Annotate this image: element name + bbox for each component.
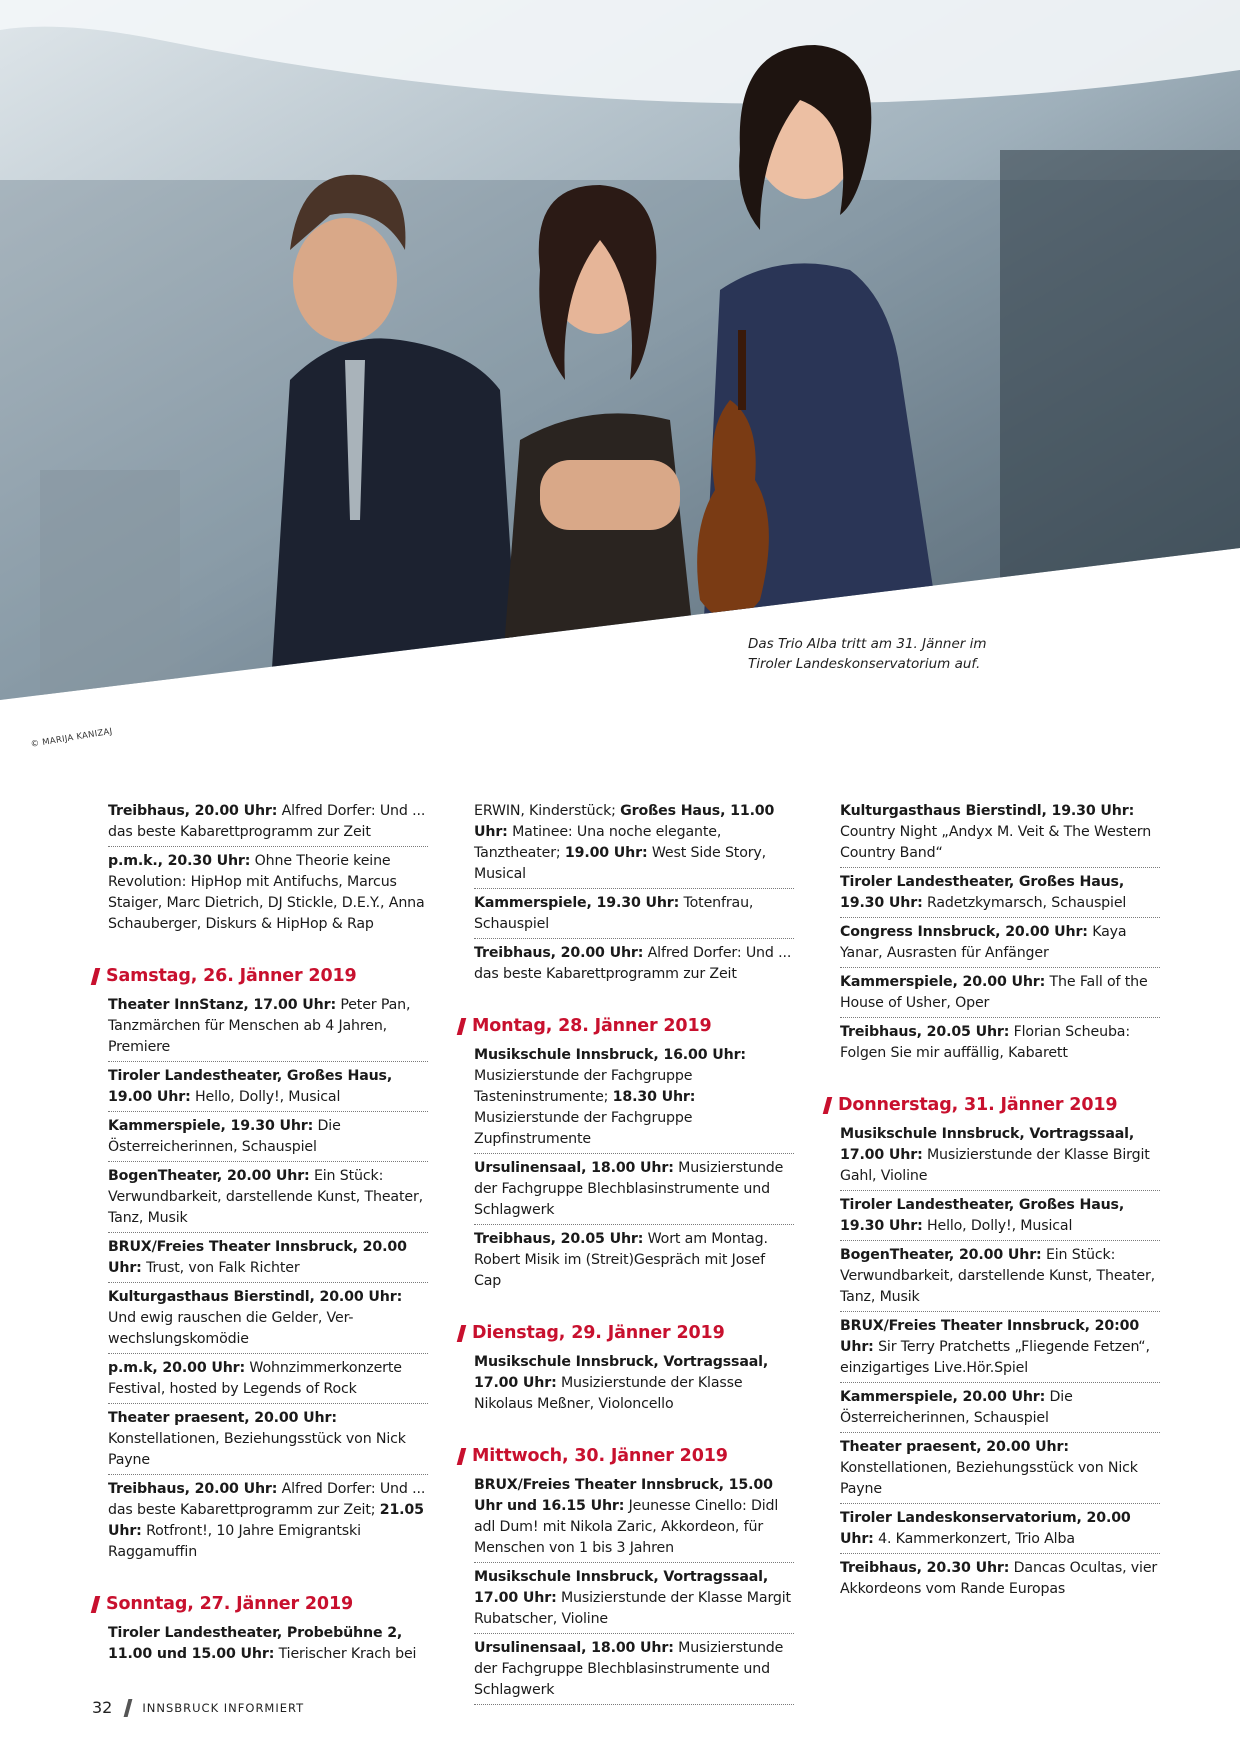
event-description: Hello, Dolly!, Musical xyxy=(190,1089,341,1105)
slash-divider xyxy=(124,1699,133,1717)
event-description: Kaya Yanar, Ausrasten für Anfänger xyxy=(840,924,1127,961)
event-entry xyxy=(840,800,1160,868)
event-venue-time: Großes Haus, 11.00 Uhr: xyxy=(474,803,775,840)
page-footer xyxy=(92,1698,304,1717)
event-venue-time: Kulturgasthaus Bierstindl, 19.30 Uhr: xyxy=(840,803,1135,819)
event-venue-time: Treibhaus, 20.05 Uhr: xyxy=(474,1231,644,1247)
event-description: West Side Story, Musical xyxy=(474,845,767,882)
event-venue-time: BRUX/Freies Theater Innsbruck, 20.00 Uhr: xyxy=(108,1239,407,1276)
event-entry xyxy=(108,1407,428,1475)
event-description: Die Österreicherinnen, Schauspiel xyxy=(108,1118,341,1155)
event-description: Hello, Dolly!, Musical xyxy=(922,1218,1073,1234)
event-entry xyxy=(840,1386,1160,1433)
event-entry xyxy=(108,1165,428,1233)
event-description: Musizierstunde der Klasse Nikolaus Meßner, Violoncello xyxy=(474,1375,743,1412)
event-venue-time: 21.05 Uhr: xyxy=(108,1502,424,1539)
photo-credit: © MARIJA KANIZAJ xyxy=(30,726,114,750)
day-heading: Samstag, 26. Jänner 2019 xyxy=(106,964,428,988)
day-heading: Dienstag, 29. Jänner 2019 xyxy=(472,1321,794,1345)
event-venue-time: Tiroler Landestheater, Großes Haus, 19.30 Uhr: xyxy=(840,1197,1125,1234)
event-venue-time: Kammerspiele, 20.00 Uhr: xyxy=(840,1389,1046,1405)
event-description: Musizierstunde der Klasse Margit Rubatscher, Violine xyxy=(474,1590,791,1627)
event-entry xyxy=(474,800,794,889)
event-venue-time: 18.30 Uhr: xyxy=(612,1089,696,1105)
event-entry xyxy=(108,850,428,938)
day-heading: Mittwoch, 30. Jänner 2019 xyxy=(472,1444,794,1468)
event-description: Wohnzimmerkonzerte Festival, hosted by Legends of Rock xyxy=(108,1360,402,1397)
event-entry xyxy=(474,1351,794,1418)
event-entry xyxy=(108,1478,428,1566)
event-description: Ein Stück: Verwundbarkeit, darstellende Kunst, Theater, Tanz, Musik xyxy=(108,1168,423,1226)
event-venue-time: BRUX/Freies Theater Innsbruck, 15.00 Uhr und 16.15 Uhr: xyxy=(474,1477,773,1514)
event-venue-time: p.m.k, 20.00 Uhr: xyxy=(108,1360,246,1376)
event-venue-time: Tiroler Landestheater, Großes Haus, 19.00 Uhr: xyxy=(108,1068,393,1105)
column-3 xyxy=(840,800,1160,1606)
event-entry xyxy=(840,1315,1160,1383)
event-description: Ohne Theorie keine Revolution: HipHop mit Antifuchs, Marcus Staiger, Marc Dietrich, DJ Stickle, D.E.Y., Anna Schauberger, Diskurs & HipHop & Rap xyxy=(108,853,425,932)
event-venue-time: BogenTheater, 20.00 Uhr: xyxy=(840,1247,1042,1263)
event-description: Musizierstunde der Klasse Birgit Gahl, Violine xyxy=(840,1147,1150,1184)
event-entry xyxy=(840,1244,1160,1312)
event-venue-time: Kammerspiele, 20.00 Uhr: xyxy=(840,974,1046,990)
event-venue-time: Treibhaus, 20.05 Uhr: xyxy=(840,1024,1010,1040)
event-entry xyxy=(840,1123,1160,1191)
event-entry xyxy=(474,1228,794,1295)
event-description: Country Night „Andyx M. Veit & The Western Country Band“ xyxy=(840,824,1152,861)
event-venue-time: Treibhaus, 20.00 Uhr: xyxy=(474,945,644,961)
event-description: Konstellationen, Beziehungsstück von Nick Payne xyxy=(840,1460,1138,1497)
event-description: Florian Scheuba: Folgen Sie mir auffällig, Kabarett xyxy=(840,1024,1130,1061)
event-description: The Fall of the House of Usher, Oper xyxy=(840,974,1148,1011)
event-venue-time: Kulturgasthaus Bierstindl, 20.00 Uhr: xyxy=(108,1289,403,1305)
event-description: Dancas Ocultas, vier Akkordeons vom Rande Europas xyxy=(840,1560,1158,1597)
event-venue-time: Treibhaus, 20.30 Uhr: xyxy=(840,1560,1010,1576)
event-venue-time: Musikschule Innsbruck, Vortragssaal, 17.00 Uhr: xyxy=(474,1569,769,1606)
event-entry xyxy=(108,1236,428,1283)
event-venue-time: Treibhaus, 20.00 Uhr: xyxy=(108,1481,278,1497)
event-description: Peter Pan, Tanzmärchen für Menschen ab 4 Jahren, Premiere xyxy=(108,997,411,1055)
event-entry xyxy=(840,1194,1160,1241)
event-description: Musizierstunde der Fachgruppe Blechblasinstrumente und Schlagwerk xyxy=(474,1160,784,1218)
day-heading: Montag, 28. Jänner 2019 xyxy=(472,1014,794,1038)
event-entry xyxy=(474,1157,794,1225)
event-description: Tierischer Krach bei xyxy=(274,1646,417,1662)
day-heading: Donnerstag, 31. Jänner 2019 xyxy=(838,1093,1160,1117)
event-entry xyxy=(840,1436,1160,1504)
trio-photo xyxy=(0,0,1240,700)
event-venue-time: Theater praesent, 20.00 Uhr: xyxy=(108,1410,337,1426)
event-venue-time: Musikschule Innsbruck, 16.00 Uhr: xyxy=(474,1047,746,1063)
event-description: Wort am Montag. Robert Misik im (Streit)Gespräch mit Josef Cap xyxy=(474,1231,768,1289)
event-venue-time: 19.00 Uhr: xyxy=(564,845,648,861)
column-2 xyxy=(474,800,794,1708)
event-venue-time: Congress Innsbruck, 20.00 Uhr: xyxy=(840,924,1088,940)
day-heading: Sonntag, 27. Jänner 2019 xyxy=(106,1592,428,1616)
event-entry xyxy=(840,871,1160,918)
event-entry xyxy=(108,1357,428,1404)
event-description: Trust, von Falk Richter xyxy=(141,1260,300,1276)
event-venue-time: Musikschule Innsbruck, Vortragssaal, 17.00 Uhr: xyxy=(840,1126,1135,1163)
page-number: 32 xyxy=(92,1698,113,1717)
event-venue-time: Theater praesent, 20.00 Uhr: xyxy=(840,1439,1069,1455)
event-venue-time: Treibhaus, 20.00 Uhr: xyxy=(108,803,278,819)
event-description: Jeunesse Cinello: Didl adl Dum! mit Nikola Zaric, Akkordeon, für Menschen von 1 bis 3 Jahren xyxy=(474,1498,779,1556)
event-description: Ein Stück: Verwundbarkeit, darstellende Kunst, Theater, Tanz, Musik xyxy=(840,1247,1155,1305)
event-entry xyxy=(474,1637,794,1705)
event-entry xyxy=(840,1507,1160,1554)
event-entry xyxy=(840,921,1160,968)
event-description: 4. Kammerkonzert, Trio Alba xyxy=(873,1531,1075,1547)
event-entry xyxy=(474,1044,794,1154)
event-description: Matinee: Una noche elegante, Tanztheater; xyxy=(474,824,722,861)
event-description: Alfred Dorfer: Und ... das beste Kabarettprogramm zur Zeit xyxy=(108,803,426,840)
event-description: Radetzkymarsch, Schauspiel xyxy=(922,895,1127,911)
event-description: ERWIN, Kinderstück; xyxy=(474,803,621,819)
event-entry xyxy=(108,1286,428,1354)
event-description: Musizierstunde der Fachgruppe Tasteninstrumente; xyxy=(474,1068,693,1105)
event-venue-time: Ursulinensaal, 18.00 Uhr: xyxy=(474,1640,674,1656)
photo-caption: Das Trio Alba tritt am 31. Jänner im Tiroler Landeskonservatorium auf. xyxy=(748,636,987,672)
event-venue-time: BRUX/Freies Theater Innsbruck, 20:00 Uhr: xyxy=(840,1318,1140,1355)
event-description: Konstellationen, Beziehungsstück von Nick Payne xyxy=(108,1431,406,1468)
event-entry xyxy=(840,1021,1160,1067)
event-entry xyxy=(474,892,794,939)
event-entry xyxy=(474,942,794,988)
event-entry xyxy=(108,1115,428,1162)
event-venue-time: Ursulinensaal, 18.00 Uhr: xyxy=(474,1160,674,1176)
column-1 xyxy=(108,800,428,1671)
event-venue-time: Tiroler Landestheater, Probebühne 2, 11.00 und 15.00 Uhr: xyxy=(108,1625,403,1662)
event-entry xyxy=(840,1557,1160,1603)
event-description: Die Österreicherinnen, Schauspiel xyxy=(840,1389,1073,1426)
event-entry xyxy=(108,800,428,847)
event-entry xyxy=(474,1566,794,1634)
event-entry xyxy=(108,994,428,1062)
event-venue-time: BogenTheater, 20.00 Uhr: xyxy=(108,1168,310,1184)
event-description: Rotfront!, 10 Jahre Emigrantski Raggamuffin xyxy=(108,1523,361,1560)
event-venue-time: p.m.k., 20.30 Uhr: xyxy=(108,853,251,869)
event-venue-time: Musikschule Innsbruck, Vortragssaal, 17.00 Uhr: xyxy=(474,1354,769,1391)
event-description: Totenfrau, Schauspiel xyxy=(474,895,754,932)
event-description: Sir Terry Pratchetts „Fliegende Fetzen“, einzigartiges Live.Hör.Spiel xyxy=(840,1339,1150,1376)
event-entry xyxy=(108,1622,428,1668)
event-venue-time: Kammerspiele, 19.30 Uhr: xyxy=(108,1118,314,1134)
event-entry xyxy=(474,1474,794,1563)
event-venue-time: Theater InnStanz, 17.00 Uhr: xyxy=(108,997,336,1013)
publication-name: INNSBRUCK INFORMIERT xyxy=(142,1700,305,1715)
event-entry xyxy=(840,971,1160,1018)
event-description: Und ewig rauschen die Gelder, Ver-wechslungskomödie xyxy=(108,1310,354,1347)
event-venue-time: Tiroler Landestheater, Großes Haus, 19.30 Uhr: xyxy=(840,874,1125,911)
event-description: Musizierstunde der Fachgruppe Zupfinstrumente xyxy=(474,1110,693,1147)
event-description: Alfred Dorfer: Und ... das beste Kabarettprogramm zur Zeit xyxy=(474,945,792,982)
event-entry xyxy=(108,1065,428,1112)
event-venue-time: Kammerspiele, 19.30 Uhr: xyxy=(474,895,680,911)
event-venue-time: Tiroler Landeskonservatorium, 20.00 Uhr: xyxy=(840,1510,1131,1547)
event-description: Musizierstunde der Fachgruppe Blechblasinstrumente und Schlagwerk xyxy=(474,1640,784,1698)
event-description: Alfred Dorfer: Und ... das beste Kabarettprogramm zur Zeit; xyxy=(108,1481,426,1518)
